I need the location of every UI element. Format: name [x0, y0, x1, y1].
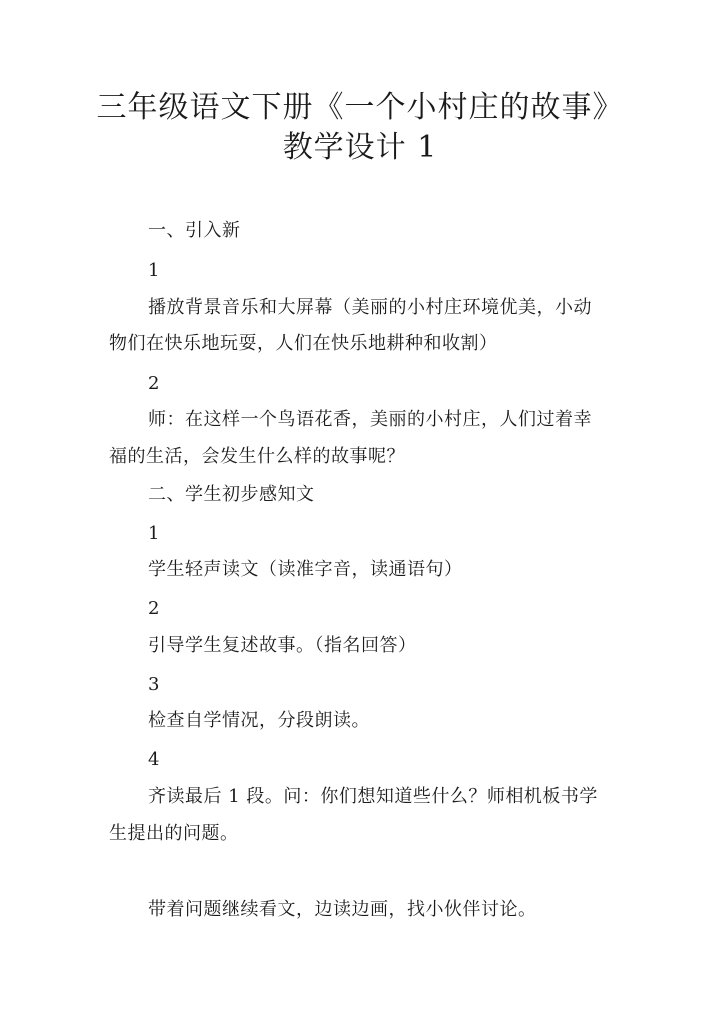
- step2-3-text: 检查自学情况，分段朗读。: [148, 710, 370, 731]
- step1-2-text-line2: 福的生活，会发生什么样的故事呢？: [109, 446, 405, 467]
- step2-4-text-line1: 齐读最后 1 段。问：你们想知道些什么？师相机板书学: [148, 786, 598, 807]
- step1-2-text-line1: 师：在这样一个鸟语花香，美丽的小村庄，人们过着幸: [148, 409, 592, 430]
- step2-3-number: 3: [148, 674, 160, 695]
- document-title-line1: 三年级语文下册《一个小村庄的故事》: [96, 90, 624, 125]
- step1-2-number: 2: [148, 373, 160, 394]
- section2-heading: 二、学生初步感知文: [148, 484, 315, 505]
- step2-1-text: 学生轻声读文（读准字音，读通语句）: [148, 559, 463, 580]
- step1-1-number: 1: [148, 260, 160, 281]
- document-title-line2: 教学设计 1: [282, 130, 438, 165]
- step2-2-text: 引导学生复述故事。（指名回答）: [148, 635, 417, 656]
- step2-2-number: 2: [148, 598, 160, 619]
- step1-1-text-line2: 物们在快乐地玩耍，人们在快乐地耕种和收割）: [109, 333, 498, 354]
- step1-1-text-line1: 播放背景音乐和大屏幕（美丽的小村庄环境优美，小动: [148, 297, 592, 318]
- section1-heading: 一、引入新: [148, 220, 241, 241]
- closing-text: 带着问题继续看文，边读边画，找小伙伴讨论。: [148, 899, 537, 920]
- step2-4-text-line2: 生提出的问题。: [109, 823, 239, 844]
- step2-1-number: 1: [148, 523, 160, 544]
- step2-4-number: 4: [148, 749, 160, 770]
